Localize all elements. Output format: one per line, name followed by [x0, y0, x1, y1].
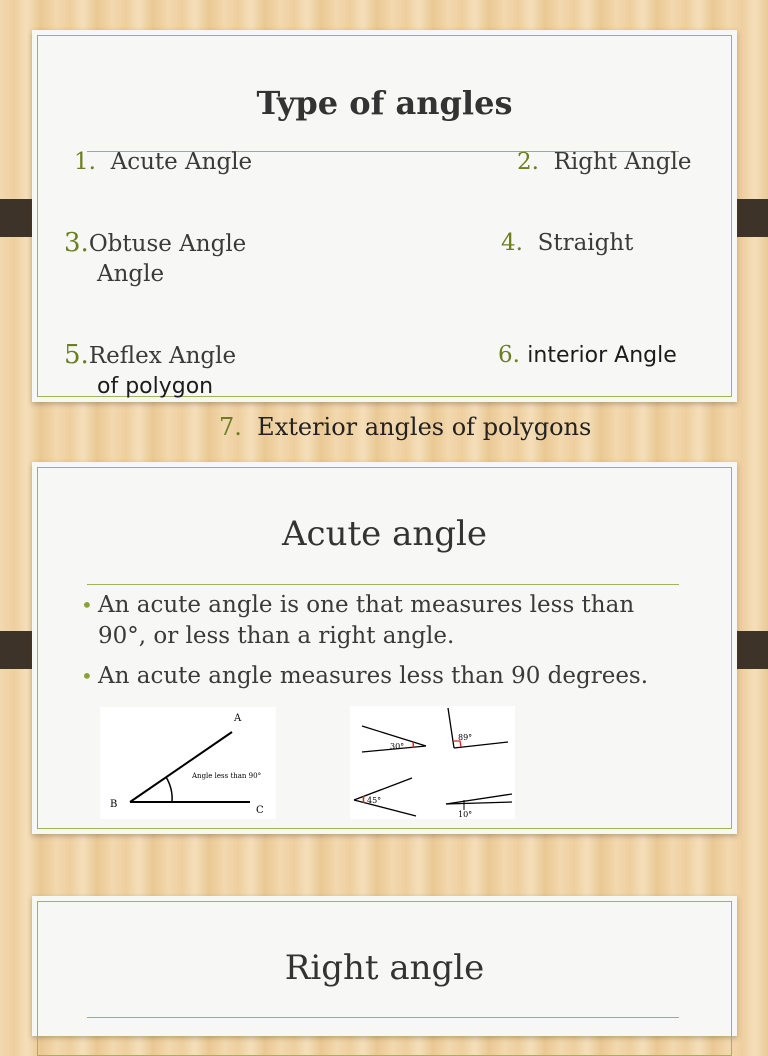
item-number: 4. — [501, 230, 523, 256]
slide-title: Right angle — [284, 948, 485, 988]
bullet-1 — [81, 590, 658, 652]
list-item-3-cont: Angle — [97, 261, 165, 287]
item-number: 6. — [498, 342, 520, 368]
angle-label-10: 10° — [458, 810, 473, 819]
slide-title: Acute angle — [281, 514, 487, 554]
item-number: 7. — [219, 413, 242, 441]
list-item-4 — [501, 228, 633, 259]
list-item-6 — [498, 340, 677, 371]
angle-label-89: 89° — [458, 733, 473, 742]
item-label: interior Angle — [527, 343, 677, 368]
item-label: Reflex Angle — [88, 343, 237, 369]
item-label: Obtuse Angle — [88, 231, 247, 257]
item-label: Right Angle — [553, 149, 692, 175]
list-item-7 — [219, 412, 592, 441]
item-number: 5. — [64, 340, 89, 370]
title-rule — [87, 1017, 679, 1018]
acute-angle-figure — [100, 707, 276, 819]
list-item-3 — [64, 228, 246, 260]
item-number: 2. — [517, 149, 539, 175]
bullet-2 — [81, 661, 658, 707]
point-label-c: C — [256, 805, 264, 816]
slide-title: Type of angles — [256, 84, 513, 122]
slide-type-of-angles[interactable] — [32, 30, 737, 402]
point-label-b: B — [110, 799, 118, 810]
list-item-5 — [64, 340, 236, 372]
item-label: Exterior angles of polygons — [257, 413, 592, 441]
slide-acute-angle[interactable] — [32, 462, 737, 834]
angle-label-45: 45° — [367, 796, 382, 805]
list-item-2 — [517, 147, 691, 178]
angle-label-30: 30° — [390, 742, 405, 751]
acute-angles-examples-figure — [350, 706, 515, 819]
item-label: Straight — [537, 230, 634, 256]
point-label-a: A — [234, 713, 242, 724]
bullet-icon: • — [81, 593, 93, 617]
bullet-icon: • — [81, 664, 93, 688]
list-item-1 — [74, 147, 252, 178]
bullet-text: An acute angle measures less than 90 degrees. — [98, 663, 649, 689]
angle-caption: Angle less than 90° — [192, 772, 262, 780]
slide-right-angle[interactable] — [32, 896, 737, 1036]
list-item-5-cont: of polygon — [97, 374, 214, 399]
item-number: 1. — [74, 149, 96, 175]
bullet-text: An acute angle is one that measures less than 90°, or less than a right angle. — [98, 592, 635, 649]
item-number: 3. — [64, 228, 89, 258]
item-label: Acute Angle — [110, 149, 253, 175]
title-rule — [87, 584, 679, 585]
